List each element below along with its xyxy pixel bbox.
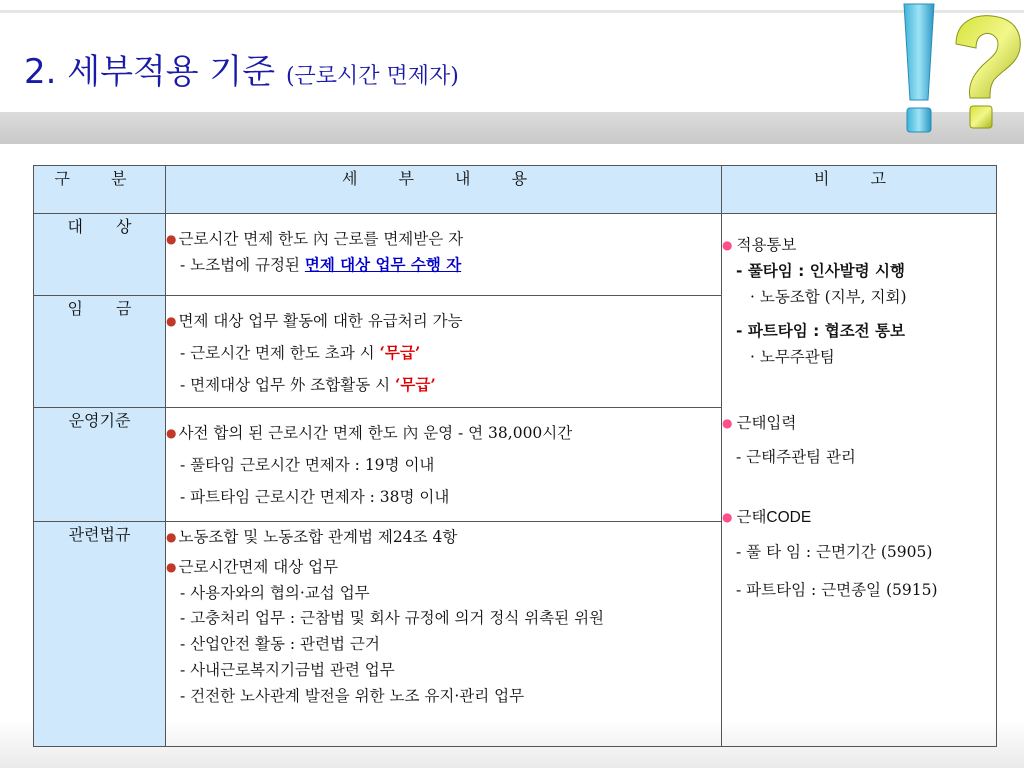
note-item: - 풀 타 임 : 근면기간 (5905) xyxy=(736,543,933,561)
category-cell xyxy=(34,408,166,522)
question-icon xyxy=(956,16,1020,128)
table-row xyxy=(34,214,997,296)
category-label: 대 상 xyxy=(67,217,146,236)
category-cell xyxy=(34,214,166,296)
list-item: ● 면제 대상 업무 활동에 대한 유급처리 가능 xyxy=(166,312,463,330)
criteria-table xyxy=(33,165,997,747)
header-category: 구 분 xyxy=(34,166,166,214)
note-item: - 파트타임 : 협조전 통보 xyxy=(736,322,905,340)
list-item: ● 노동조합 및 노동조합 관계법 제24조 4항 xyxy=(166,528,458,546)
list-item: - 파트타임 근로시간 면제자 : 38명 이내 xyxy=(180,488,450,506)
list-item: - 면제대상 업무 外 조합활동 시 ‘무급’ xyxy=(180,375,436,394)
note-item: - 파트타임 : 근면종일 (5915) xyxy=(736,581,938,599)
bullet-icon: ● xyxy=(166,232,177,246)
title-band xyxy=(0,112,1024,144)
page-title xyxy=(24,52,459,97)
unpaid-label: ‘무급’ xyxy=(395,375,436,394)
exclamation-question-decoration xyxy=(890,0,1024,140)
note-item: - 근태주관팀 관리 xyxy=(736,448,856,466)
detail-cell xyxy=(166,214,722,296)
category-cell xyxy=(34,522,166,747)
table-header-row xyxy=(34,166,997,214)
unpaid-label: ‘무급’ xyxy=(379,343,421,362)
note-cell xyxy=(722,214,997,747)
list-item: - 사용자와의 협의·교섭 업무 xyxy=(180,584,370,602)
list-item: - 풀타임 근로시간 면제자 : 19명 이내 xyxy=(180,456,435,474)
list-item: - 근로시간 면제 한도 초과 시 ‘무급’ xyxy=(180,343,421,362)
bullet-icon: ● xyxy=(166,314,177,328)
list-item: - 고충처리 업무 : 근참법 및 회사 규정에 의거 정식 위촉된 위원 xyxy=(180,609,605,627)
note-title: ● 적용통보 xyxy=(722,236,797,254)
category-label: 임 금 xyxy=(67,299,146,318)
page-title-sub: (근로시간 면제자) xyxy=(285,64,459,89)
list-item: - 사내근로복지기금법 관련 업무 xyxy=(180,661,395,679)
list-item: ● 근로시간면제 대상 업무 xyxy=(166,558,339,576)
page-title-main: 2. 세부적용 기준 xyxy=(24,52,276,92)
bullet-icon: ● xyxy=(166,426,177,440)
list-item: - 건전한 노사관계 발전을 위한 노조 유지·관리 업무 xyxy=(180,687,525,705)
header-detail: 세 부 내 용 xyxy=(166,166,722,214)
detail-cell xyxy=(166,296,722,408)
list-item: ● 사전 합의 된 근로시간 면제 한도 內 운영 - 연 38,000시간 xyxy=(166,424,573,442)
bullet-icon: ● xyxy=(166,560,177,574)
note-item: · 노무주관팀 xyxy=(750,348,835,366)
list-item: - 산업안전 활동 : 관련법 근거 xyxy=(180,635,380,653)
bullet-icon: ● xyxy=(722,238,733,252)
exempt-duty-link[interactable]: 면제 대상 업무 수행 자 xyxy=(304,255,462,274)
detail-cell xyxy=(166,522,722,747)
note-item: · 노동조합 (지부, 지회) xyxy=(750,288,907,306)
list-item: ● 근로시간 면제 한도 內 근로를 면제받은 자 xyxy=(166,230,464,248)
top-rule xyxy=(0,10,1024,13)
detail-cell xyxy=(166,408,722,522)
bullet-icon: ● xyxy=(166,530,177,544)
list-item: - 노조법에 규정된 면제 대상 업무 수행 자 xyxy=(180,255,462,274)
category-cell xyxy=(34,296,166,408)
exclamation-icon xyxy=(904,4,934,132)
header-note: 비 고 xyxy=(722,166,997,214)
note-title: ● 근태입력 xyxy=(722,414,797,432)
bullet-icon: ● xyxy=(722,416,733,430)
note-item: - 풀타임 : 인사발령 시행 xyxy=(736,262,905,280)
note-title: ● 근태CODE xyxy=(722,509,812,526)
category-label: 관련법규 xyxy=(68,525,131,544)
category-label: 운영기준 xyxy=(68,411,131,430)
bullet-icon: ● xyxy=(722,510,733,524)
